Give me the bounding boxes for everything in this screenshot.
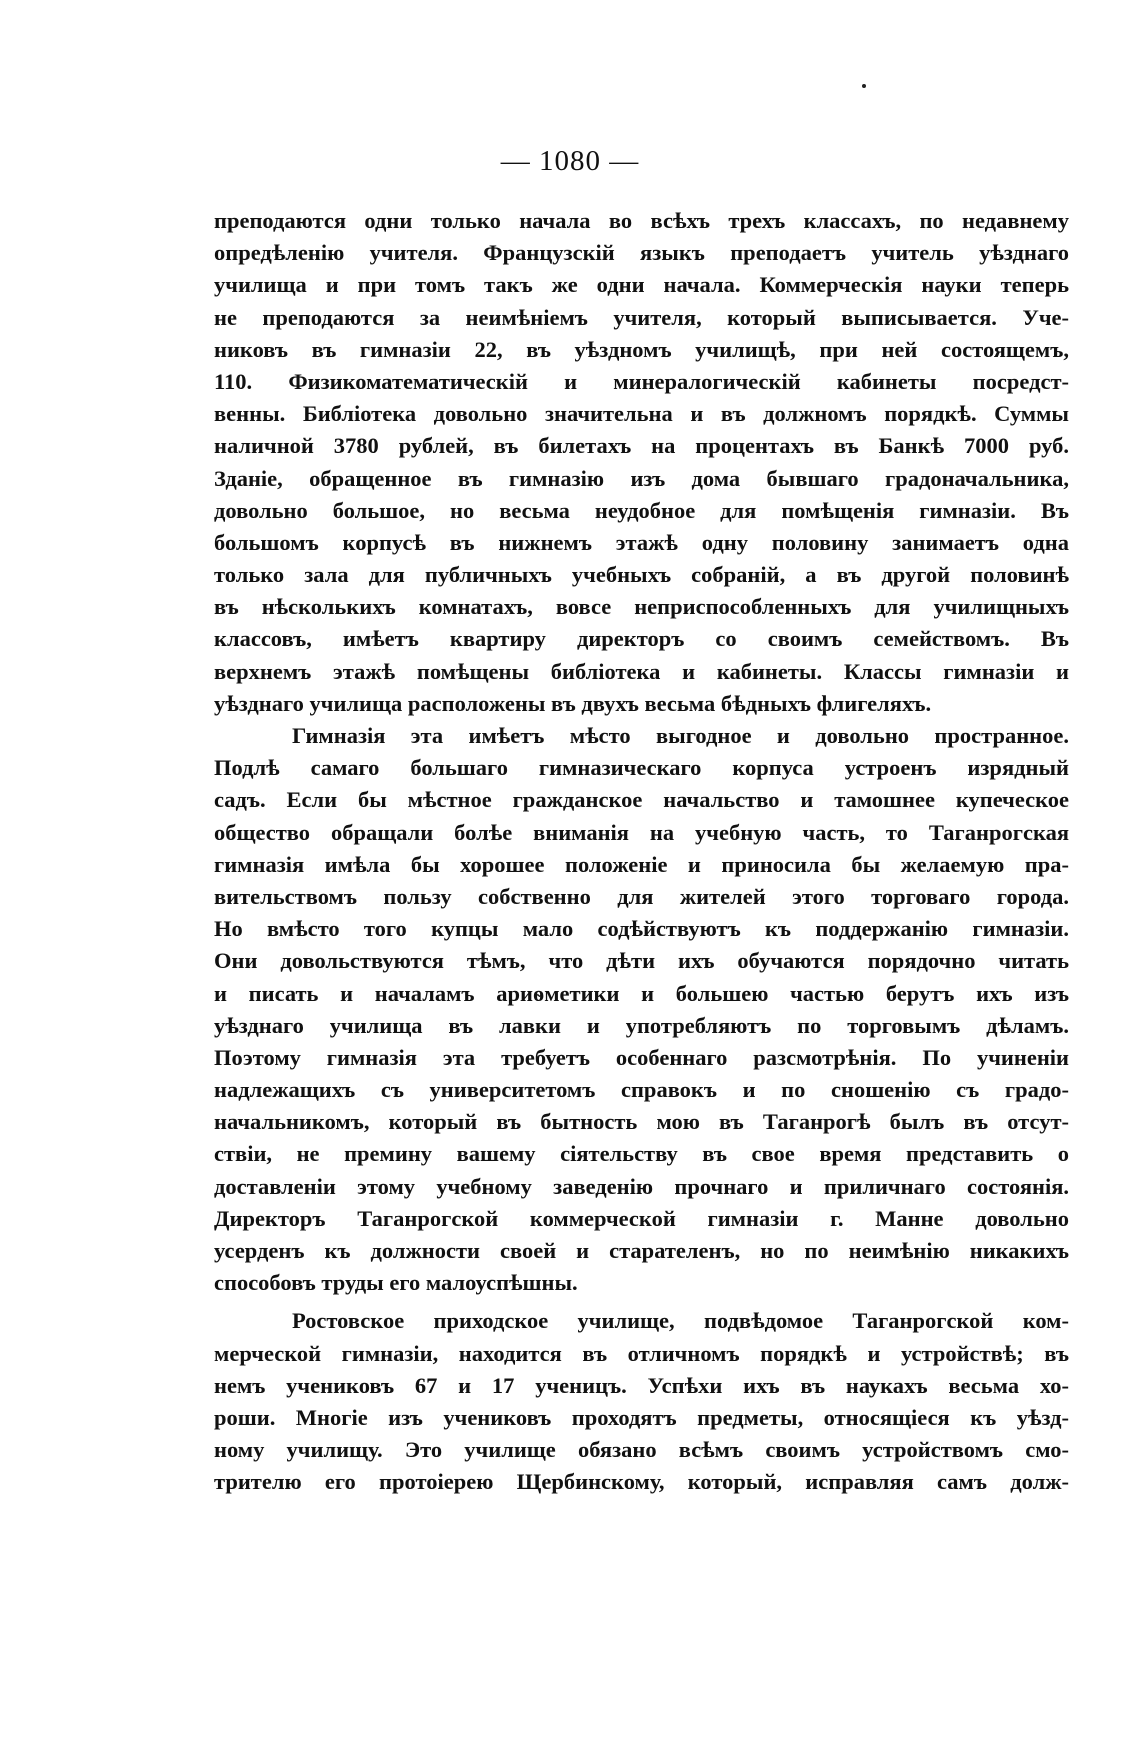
- text-line: Подлѣ самаго большаго гимназическаго корпуса устроенъ изрядный: [214, 755, 1069, 781]
- text-line: большомъ корпусѣ въ нижнемъ этажѣ одну половину занимаетъ одна: [214, 529, 1069, 555]
- text-line: надлежащихъ съ университетомъ справокъ и по сношенію съ градо-: [214, 1077, 1069, 1103]
- text-line: немъ учениковъ 67 и 17 ученицъ. Успѣхи ихъ въ наукахъ весьма хо-: [214, 1372, 1069, 1398]
- text-line: верхнемъ этажѣ помѣщены библіотека и кабинеты. Классы гимназіи и: [214, 658, 1069, 684]
- text-line: способовъ труды его малоуспѣшны.: [214, 1270, 578, 1296]
- text-line: доставленіи этому учебному заведенію прочнаго и приличнаго состоянія.: [214, 1173, 1069, 1199]
- text-line: садъ. Если бы мѣстное гражданское начальство и тамошнее купеческое: [214, 787, 1069, 813]
- scan-speck: [862, 84, 866, 88]
- text-line: Ростовское приходское училище, подвѣдомое Таганрогской ком-: [292, 1308, 1069, 1334]
- text-line: никовъ въ гимназіи 22, въ уѣздномъ училищѣ, при ней состоящемъ,: [214, 336, 1069, 362]
- text-line: Они довольствуются тѣмъ, что дѣти ихъ обучаются порядочно читать: [214, 948, 1069, 974]
- text-line: 110. Физикоматематическій и минералогическій кабинеты посредст-: [214, 368, 1069, 394]
- text-line: усерденъ къ должности своей и старателенъ, но по неимѣнію никакихъ: [214, 1238, 1069, 1263]
- text-line: уѣзднаго училища расположены въ двухъ весьма бѣдныхъ флигеляхъ.: [214, 690, 932, 716]
- text-line: ствіи, не премину вашему сіятельству въ свое время представить о: [214, 1141, 1069, 1167]
- paragraph: [214, 720, 1069, 1299]
- text-line: не преподаются за неимѣніемъ учителя, который выписывается. Уче-: [214, 304, 1069, 330]
- text-line: только зала для публичныхъ учебныхъ собраній, а въ другой половинѣ: [214, 562, 1069, 588]
- text-line: начальникомъ, который въ бытность мою въ Таганрогѣ былъ въ отсут-: [214, 1109, 1069, 1135]
- text-line: Зданіе, обращенное въ гимназію изъ дома бывшаго градоначальника,: [214, 465, 1069, 491]
- text-line: Директоръ Таганрогской коммерческой гимназіи г. Манне довольно: [214, 1205, 1069, 1231]
- paragraph: [214, 1305, 1069, 1498]
- text-line: трителю его протоіерею Щербинскому, который, исправляя самъ долж-: [214, 1469, 1069, 1495]
- text-line: мерческой гимназіи, находится въ отличномъ порядкѣ и устройствѣ; въ: [214, 1340, 1069, 1366]
- text-line: довольно большое, но весьма неудобное для помѣщенія гимназіи. Въ: [214, 497, 1069, 523]
- text-line: Поэтому гимназія эта требуетъ особеннаго разсмотрѣнія. По учиненіи: [214, 1044, 1069, 1070]
- body-text: [214, 205, 1069, 1499]
- text-line: Но вмѣсто того купцы мало содѣйствуютъ къ поддержанію гимназіи.: [214, 916, 1069, 942]
- paragraph: [214, 205, 1069, 720]
- text-line: общество обращали болѣе вниманія на учебную часть, то Таганрогская: [214, 819, 1069, 845]
- text-line: въ нѣсколькихъ комнатахъ, вовсе неприспособленныхъ для училищныхъ: [214, 594, 1069, 620]
- text-line: преподаются одни только начала во всѣхъ трехъ классахъ, по недавнему: [214, 208, 1069, 233]
- text-line: уѣзднаго училища въ лавки и употребляютъ по торговымъ дѣламъ.: [214, 1012, 1069, 1038]
- text-line: классовъ, имѣетъ квартиру директоръ со своимъ семействомъ. Въ: [214, 626, 1069, 652]
- text-line: училища и при томъ такъ же одни начала. Коммерческія науки теперь: [214, 272, 1069, 298]
- text-line: опредѣленію учителя. Французскій языкъ преподаетъ учитель уѣзднаго: [214, 240, 1069, 266]
- text-line: вительствомъ пользу собственно для жителей этого торговаго города.: [214, 883, 1069, 909]
- text-line: и писать и началамъ ариѳметики и большею частью берутъ ихъ изъ: [214, 980, 1069, 1006]
- text-line: ному училищу. Это училище обязано всѣмъ своимъ устройствомъ смо-: [214, 1437, 1069, 1463]
- text-line: роши. Многіе изъ учениковъ проходятъ предметы, относящіеся къ уѣзд-: [214, 1404, 1069, 1430]
- text-line: венны. Библіотека довольно значительна и въ должномъ порядкѣ. Суммы: [214, 401, 1069, 427]
- text-line: Гимназія эта имѣетъ мѣсто выгодное и довольно пространное.: [292, 723, 1069, 748]
- text-line: наличной 3780 рублей, въ билетахъ на процентахъ въ Банкѣ 7000 руб.: [214, 433, 1069, 459]
- text-line: гимназія имѣла бы хорошее положеніе и приносила бы желаемую пра-: [214, 851, 1069, 877]
- page-number: — 1080 —: [500, 145, 640, 177]
